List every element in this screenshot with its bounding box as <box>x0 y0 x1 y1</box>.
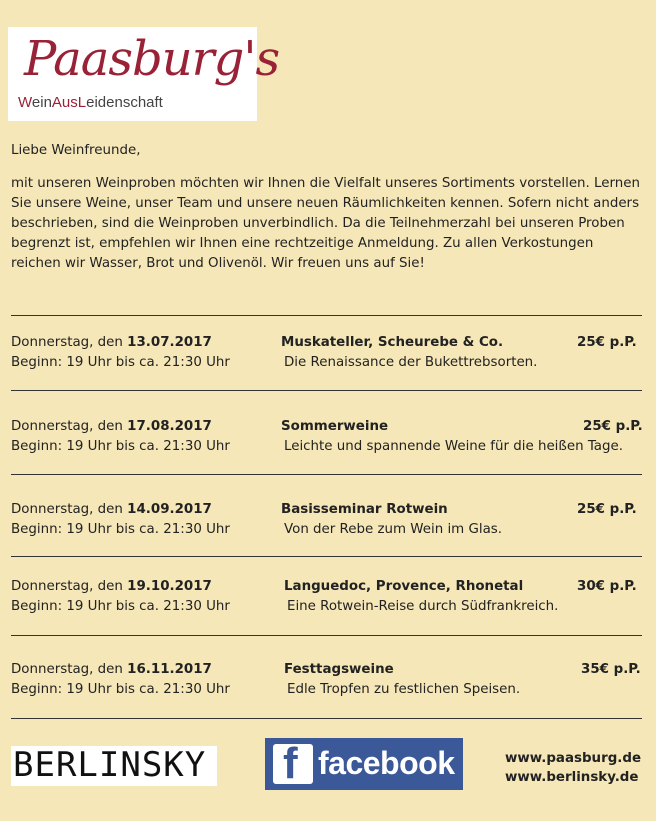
logo-tagline: WeinAusLeidenschaft <box>18 94 163 111</box>
event-description: Die Renaissance der Bukettrebsorten. <box>284 355 538 370</box>
event-price: 25€ p.P. <box>583 419 643 434</box>
event-title: Muskateller, Scheurebe & Co. <box>281 335 504 350</box>
event-time: Beginn: 19 Uhr bis ca. 21:30 Uhr <box>11 439 230 454</box>
event-title: Languedoc, Provence, Rhonetal <box>284 579 524 594</box>
event-time: Beginn: 19 Uhr bis ca. 21:30 Uhr <box>11 355 230 370</box>
facebook-wordmark: facebook <box>318 745 455 781</box>
event-title: Basisseminar Rotwein <box>281 502 448 517</box>
event-date: Donnerstag, den 13.07.2017 <box>11 335 212 350</box>
event-title: Sommerweine <box>281 419 389 434</box>
event-date: Donnerstag, den 19.10.2017 <box>11 579 212 594</box>
logo-wordmark: Paasburg's <box>24 31 280 87</box>
event-title: Festtagsweine <box>284 662 394 677</box>
event-price: 35€ p.P. <box>581 662 641 677</box>
facebook-logo[interactable] <box>265 738 463 790</box>
event-description: Leichte und spannende Weine für die heißen Tage. <box>284 439 623 454</box>
berlinsky-wordmark: BERLINSKY <box>13 745 207 785</box>
event-price: 30€ p.P. <box>577 579 637 594</box>
event-time: Beginn: 19 Uhr bis ca. 21:30 Uhr <box>11 522 230 537</box>
intro-paragraph: mit unseren Weinproben möchten wir Ihnen die Vielfalt unseres Sortiments vorstellen. Lernen Sie unsere Weine, unser Team und unsere neuen Räumlichkeiten kennen. Sofern nicht anders beschrieben, sind die Weinproben unverbindlich. Da die Teilnehmerzahl bei unseren Proben begrenzt ist, empfehlen wir Ihnen eine rechtzeitige Anmeldung. Zu allen Verkostungen reichen wir Wasser, Brot und Olivenöl. Wir freuen uns auf Sie! <box>11 176 641 271</box>
greeting: Liebe Weinfreunde, <box>11 143 141 158</box>
website-links <box>505 749 641 787</box>
link-berlinsky[interactable]: www.berlinsky.de <box>505 770 639 785</box>
event-row <box>0 333 656 377</box>
berlinsky-logo <box>11 746 217 786</box>
event-price: 25€ p.P. <box>577 335 637 350</box>
event-row <box>0 577 656 621</box>
event-date: Donnerstag, den 14.09.2017 <box>11 502 212 517</box>
paasburgs-logo <box>8 27 280 121</box>
event-date: Donnerstag, den 16.11.2017 <box>11 662 212 677</box>
divider <box>11 556 642 557</box>
event-description: Edle Tropfen zu festlichen Speisen. <box>287 682 521 697</box>
event-description: Von der Rebe zum Wein im Glas. <box>284 522 503 537</box>
divider <box>11 474 642 475</box>
divider <box>11 635 642 636</box>
event-date: Donnerstag, den 17.08.2017 <box>11 419 212 434</box>
facebook-f-icon: f <box>273 744 313 784</box>
event-time: Beginn: 19 Uhr bis ca. 21:30 Uhr <box>11 682 230 697</box>
event-time: Beginn: 19 Uhr bis ca. 21:30 Uhr <box>11 599 230 614</box>
event-description: Eine Rotwein-Reise durch Südfrankreich. <box>287 599 559 614</box>
event-price: 25€ p.P. <box>577 502 637 517</box>
divider <box>11 718 642 719</box>
event-row <box>0 500 656 544</box>
event-row <box>0 417 656 461</box>
link-paasburg[interactable]: www.paasburg.de <box>505 751 642 766</box>
event-row <box>0 660 656 704</box>
divider <box>11 315 642 316</box>
divider <box>11 390 642 391</box>
